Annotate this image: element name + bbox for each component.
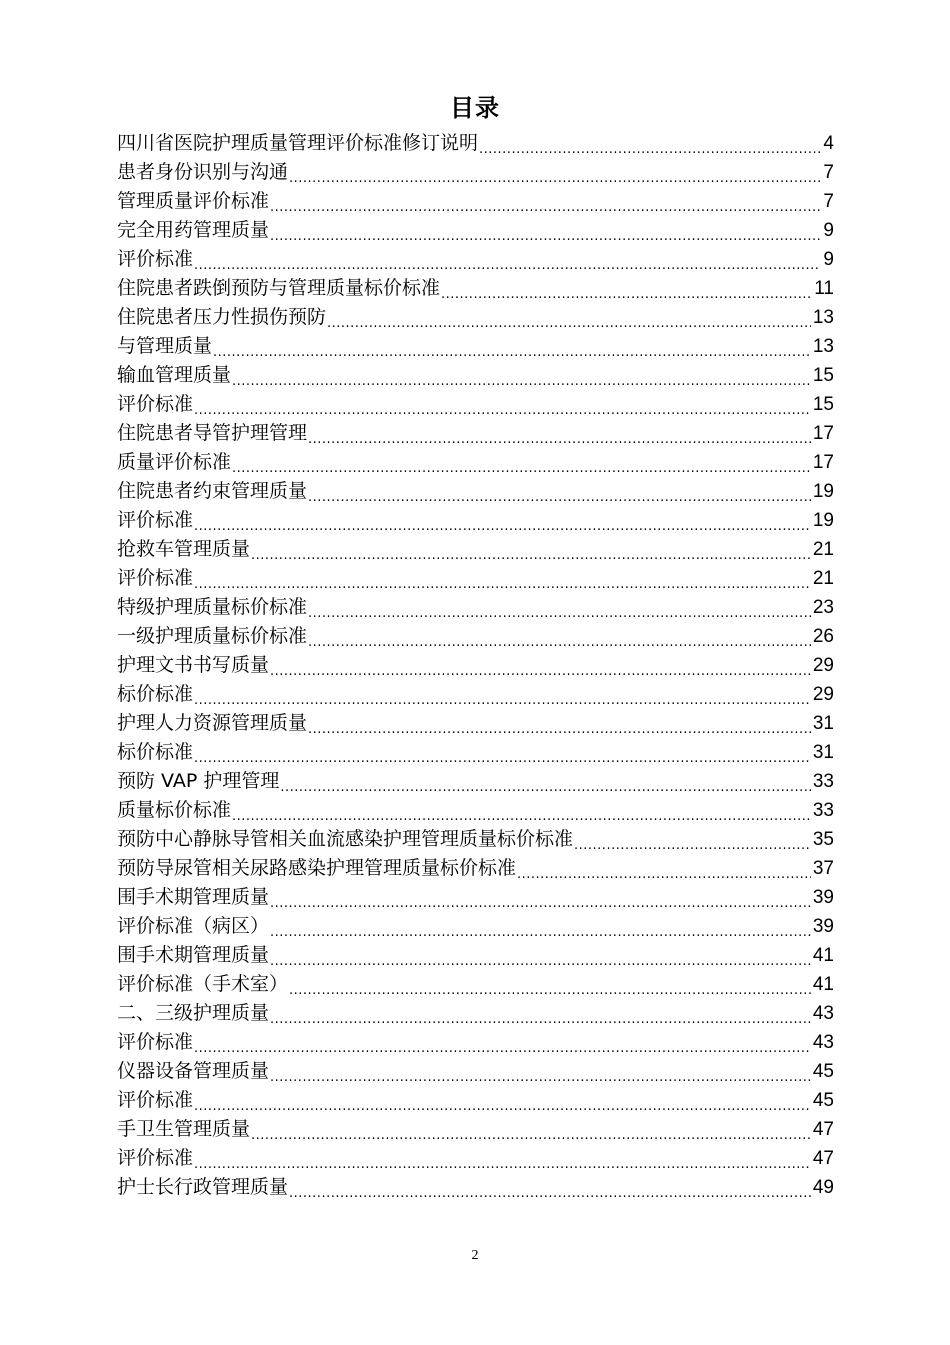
toc-entry-label: 住院患者压力性损伤预防 — [117, 306, 327, 328]
toc-entry[interactable] — [117, 274, 834, 303]
toc-entry[interactable] — [117, 187, 834, 216]
toc-entry-page-number: 21 — [812, 539, 834, 560]
toc-entry-label: 四川省医院护理质量管理评价标准修订说明 — [117, 132, 479, 154]
dot-leader — [194, 680, 811, 709]
toc-entry[interactable] — [117, 854, 834, 883]
toc-entry-page-number: 19 — [812, 481, 834, 502]
dot-leader — [327, 303, 811, 332]
dot-leader — [194, 738, 811, 767]
toc-entry[interactable] — [117, 303, 834, 332]
dot-leader — [517, 854, 811, 883]
toc-entry[interactable] — [117, 680, 834, 709]
toc-entry-label: 预防 VAP 护理管理 — [117, 770, 280, 792]
toc-entry[interactable] — [117, 738, 834, 767]
toc-entry-label: 评价标准（手术室） — [117, 973, 289, 995]
toc-entry[interactable] — [117, 593, 834, 622]
toc-entry[interactable] — [117, 1115, 834, 1144]
toc-entry-page-number: 45 — [812, 1090, 834, 1111]
toc-entry-page-number: 37 — [812, 858, 834, 879]
dot-leader — [194, 564, 811, 593]
toc-entry-page-number: 17 — [812, 423, 834, 444]
toc-entry-page-number: 4 — [823, 133, 834, 154]
toc-entry-label: 评价标准 — [117, 1031, 194, 1053]
dot-leader — [194, 1086, 811, 1115]
toc-entry-label: 围手术期管理质量 — [117, 886, 270, 908]
dot-leader — [194, 245, 820, 274]
dot-leader — [270, 912, 811, 941]
toc-entry-page-number: 17 — [812, 452, 834, 473]
dot-leader — [270, 941, 811, 970]
dot-leader — [251, 535, 811, 564]
toc-entry-label: 评价标准 — [117, 248, 194, 270]
toc-entry-label: 手卫生管理质量 — [117, 1118, 251, 1140]
toc-entry[interactable] — [117, 941, 834, 970]
toc-entry[interactable] — [117, 825, 834, 854]
dot-leader — [232, 448, 811, 477]
toc-entry[interactable] — [117, 535, 834, 564]
toc-entry-page-number: 15 — [812, 365, 834, 386]
toc-entry[interactable] — [117, 1057, 834, 1086]
toc-entry-page-number: 39 — [812, 887, 834, 908]
toc-entry-label: 预防导尿管相关尿路感染护理管理质量标价标准 — [117, 857, 517, 879]
toc-entry[interactable] — [117, 709, 834, 738]
toc-entry[interactable] — [117, 506, 834, 535]
dot-leader — [194, 1144, 811, 1173]
toc-entry-page-number: 39 — [812, 916, 834, 937]
toc-title: 目录 — [450, 94, 500, 122]
dot-leader — [270, 999, 811, 1028]
toc-entry-page-number: 41 — [812, 974, 834, 995]
toc-entry-label: 完全用药管理质量 — [117, 219, 270, 241]
toc-entry-label: 标价标准 — [117, 741, 194, 763]
toc-entry[interactable] — [117, 767, 834, 796]
toc-entry[interactable] — [117, 883, 834, 912]
dot-leader — [232, 361, 811, 390]
dot-leader — [479, 129, 820, 158]
toc-entry[interactable] — [117, 1144, 834, 1173]
toc-entry-label: 质量标价标准 — [117, 799, 232, 821]
toc-entry-label: 住院患者约束管理质量 — [117, 480, 308, 502]
toc-entry-label: 护士长行政管理质量 — [117, 1176, 289, 1198]
toc-entry-page-number: 29 — [812, 655, 834, 676]
dot-leader — [270, 216, 820, 245]
toc-entry-page-number: 33 — [812, 800, 834, 821]
dot-leader — [194, 390, 811, 419]
dot-leader — [289, 1173, 811, 1202]
toc-entry[interactable] — [117, 419, 834, 448]
toc-entry-page-number: 7 — [823, 162, 834, 183]
toc-entry-page-number: 9 — [823, 220, 834, 241]
toc-entry-label: 围手术期管理质量 — [117, 944, 270, 966]
toc-entry-label: 预防中心静脉导管相关血流感染护理管理质量标价标准 — [117, 828, 574, 850]
toc-entry-label: 住院患者导管护理管理 — [117, 422, 308, 444]
dot-leader — [441, 274, 812, 303]
toc-entry-label: 评价标准 — [117, 567, 194, 589]
toc-entry[interactable] — [117, 1086, 834, 1115]
toc-entry[interactable] — [117, 796, 834, 825]
dot-leader — [251, 1115, 811, 1144]
dot-leader — [308, 622, 811, 651]
toc-entry-label: 评价标准 — [117, 393, 194, 415]
toc-entry-page-number: 31 — [812, 713, 834, 734]
dot-leader — [270, 883, 811, 912]
toc-entry-page-number: 43 — [812, 1032, 834, 1053]
toc-entry-label: 与管理质量 — [117, 335, 213, 357]
toc-entry-page-number: 29 — [812, 684, 834, 705]
toc-entry[interactable] — [117, 912, 834, 941]
toc-entry-label: 标价标准 — [117, 683, 194, 705]
toc-entry-label: 评价标准（病区） — [117, 915, 270, 937]
toc-entry[interactable] — [117, 1173, 834, 1202]
toc-entry[interactable] — [117, 361, 834, 390]
toc-entry-page-number: 45 — [812, 1061, 834, 1082]
toc-entry[interactable] — [117, 651, 834, 680]
toc-entry[interactable] — [117, 970, 834, 999]
dot-leader — [308, 709, 811, 738]
toc-entry[interactable] — [117, 216, 834, 245]
dot-leader — [270, 651, 811, 680]
dot-leader — [289, 970, 811, 999]
toc-entry-label: 仪器设备管理质量 — [117, 1060, 270, 1082]
dot-leader — [194, 1028, 811, 1057]
toc-entry-label: 抢救车管理质量 — [117, 538, 251, 560]
dot-leader — [289, 158, 820, 187]
toc-entry-page-number: 31 — [812, 742, 834, 763]
dot-leader — [232, 796, 811, 825]
toc-entry-page-number: 19 — [812, 510, 834, 531]
toc-entry[interactable] — [117, 448, 834, 477]
toc-entry-page-number: 41 — [812, 945, 834, 966]
toc-entry-label: 护理文书书写质量 — [117, 654, 270, 676]
toc-entry-label: 评价标准 — [117, 1147, 194, 1169]
toc-entry-page-number: 21 — [812, 568, 834, 589]
toc-entry-page-number: 15 — [812, 394, 834, 415]
toc-entry[interactable] — [117, 390, 834, 419]
toc-entry-label: 评价标准 — [117, 1089, 194, 1111]
toc-entry-page-number: 11 — [814, 278, 834, 299]
toc-entry-page-number: 7 — [823, 191, 834, 212]
table-of-contents — [117, 129, 834, 1202]
dot-leader — [270, 187, 820, 216]
toc-entry[interactable] — [117, 999, 834, 1028]
toc-entry-label: 二、三级护理质量 — [117, 1002, 270, 1024]
toc-entry-label: 护理人力资源管理质量 — [117, 712, 308, 734]
toc-entry-label: 一级护理质量标价标准 — [117, 625, 308, 647]
toc-entry-page-number: 23 — [812, 597, 834, 618]
dot-leader — [574, 825, 811, 854]
toc-entry[interactable] — [117, 158, 834, 187]
toc-entry-page-number: 49 — [812, 1177, 834, 1198]
toc-entry-page-number: 33 — [812, 771, 834, 792]
toc-entry-page-number: 47 — [812, 1119, 834, 1140]
toc-entry-page-number: 26 — [812, 626, 834, 647]
toc-entry-page-number: 13 — [812, 336, 834, 357]
toc-entry-label: 住院患者跌倒预防与管理质量标价标准 — [117, 277, 441, 299]
toc-entry-page-number: 35 — [812, 829, 834, 850]
toc-entry-label: 质量评价标准 — [117, 451, 232, 473]
dot-leader — [194, 506, 811, 535]
toc-entry[interactable] — [117, 332, 834, 361]
dot-leader — [308, 419, 811, 448]
toc-entry-page-number: 9 — [823, 249, 834, 270]
toc-entry-page-number: 47 — [812, 1148, 834, 1169]
toc-entry-page-number: 43 — [812, 1003, 834, 1024]
toc-entry-label: 管理质量评价标准 — [117, 190, 270, 212]
dot-leader — [270, 1057, 811, 1086]
toc-entry-label: 患者身份识别与沟通 — [117, 161, 289, 183]
dot-leader — [280, 767, 811, 796]
dot-leader — [308, 477, 811, 506]
page-number: 2 — [471, 1248, 479, 1263]
toc-entry-label: 特级护理质量标价标准 — [117, 596, 308, 618]
dot-leader — [213, 332, 811, 361]
toc-entry[interactable] — [117, 1028, 834, 1057]
toc-entry-label: 评价标准 — [117, 509, 194, 531]
toc-entry[interactable] — [117, 245, 834, 274]
toc-entry-page-number: 13 — [812, 307, 834, 328]
toc-entry-label: 输血管理质量 — [117, 364, 232, 386]
toc-entry[interactable] — [117, 129, 834, 158]
toc-entry[interactable] — [117, 477, 834, 506]
toc-entry[interactable] — [117, 622, 834, 651]
toc-entry[interactable] — [117, 564, 834, 593]
dot-leader — [308, 593, 811, 622]
